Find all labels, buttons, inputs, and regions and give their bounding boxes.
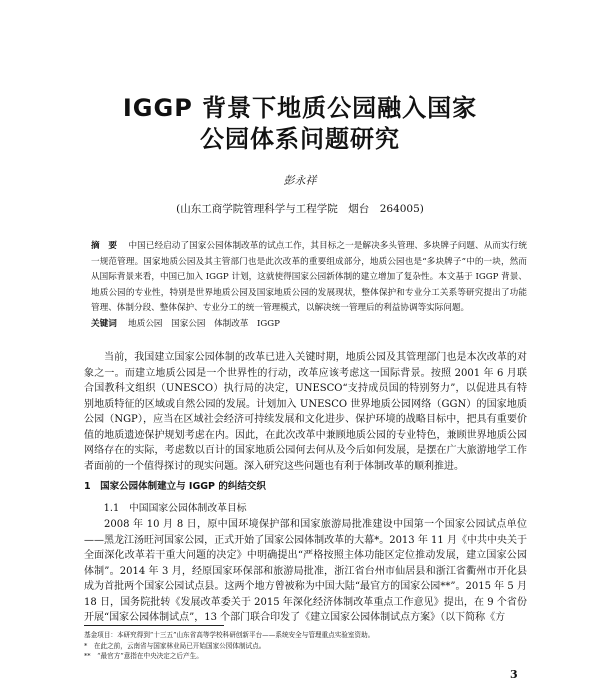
section-1-1-paragraph: 2008 年 10 月 8 日，原中国环境保护部和国家旅游局批准建设中国第一个国家公园试点单位——黑龙江汤旺河国家公园，正式开始了国家公园体制改革的大幕*。2013 年 11 月《中共中央关于全面深化改革若干重大问题的决定》中明确提出“严格按照主体功能区定位推动发展，建立国家公园体制”。2014 年 3 月，经原国家环保部和旅游局批准，浙江省台州市仙居县和浙江省衢州市开化县成为首批两个国家公园试点县。这两个地方曾被称为中国大陆“最官方的国家公园**”。2015 年 5 月 18 日，国务院批转《发展改革委关于 2015 年深化经济体制改革重点工作意见》提出，在 9 个省份开展“国家公园体制试点”，13 个部门联合印发了《建立国家公园体制试点方案》（以下简称《方 [84, 519, 527, 623]
footnote-divider [84, 625, 224, 626]
abstract-paragraph [91, 239, 527, 317]
footnotes-block [84, 630, 527, 662]
abstract-label: 摘 要 [91, 241, 117, 251]
article-title-line-2: 公园体系问题研究 [200, 125, 400, 153]
section-1-heading: 1 国家公园体制建立与 IGGP 的纠结交织 [84, 481, 266, 492]
footnote-1: * 在此之前，云南省与国家林业局已开始国家公园体制试点。 [84, 641, 266, 650]
abstract-text: 中国已经启动了国家公园体制改革的试点工作，其目标之一是解决多头管理、多块牌子问题、从而实行统一规范管理。国家地质公园及其主管部门也是此次改革的重要组成部分，地质公园也是“多块牌子”中的一块，然而从国际背景来看，中国已加入 IGGP 计划，这就使得国家公园新体制的建立增加了复杂性。本文基于 IGGP 背景、地质公园的专业性，特别是世界地质公园及国家地质公园的发展现状，整体保护和专业分工关系等研究提出了功能管理、体制分段、整体保护、专业分工的统一管理模式，以解决统一管理后的利益协调等实际问题。 [91, 241, 527, 314]
page-number: 3 [510, 668, 518, 681]
author-name: 彭永祥 [283, 174, 317, 187]
abstract-block [91, 239, 527, 333]
author-affiliation: (山东工商学院管理科学与工程学院 烟台 264005) [176, 203, 424, 215]
section-1-1-heading: 1.1 中国国家公园体制改革目标 [103, 503, 247, 514]
keywords-label: 关键词 [91, 318, 117, 329]
keywords-text: 地质公园 国家公园 体制改革 IGGP [128, 318, 280, 329]
intro-paragraph: 当前，我国建立国家公园体制的改革已进入关键时期，地质公园及其管理部门也是本次改革的对象之一。而建立地质公园是一个世界性的行动，改革应该考虑这一国际背景。按照 2001 年 6 月联合国教科文组织（UNESCO）执行局的决定，UNESCO“支持成员国的特别努力”，以促进具有特别地质特征的区域或自然公园的发展。计划加入 UNESCO 世界地质公园网络（GGN）的国家地质公园（NGP），应当在区域社会经济可持续发展和文化进步、保护环境的战略目标中，把具有重要价值的地质遗迹保护规划考虑在内。因此，在此次改革中兼顾地质公园的专业特色，兼顾世界地质公园网络存在的实际，考虑数以百计的国家地质公园何去何从及今后如何发展，是摆在广大旅游地学工作者面前的一个值得探讨的现实问题。深入研究这些问题也有利于体制改革的顺利推进。 [84, 352, 527, 472]
keywords-line [91, 317, 527, 333]
article-title-line-1: IGGP 背景下地质公园融入国家 [122, 94, 478, 122]
footnote-2: ** “最官方”意指在中央决定之后产生。 [84, 652, 203, 660]
article-body [84, 350, 527, 626]
footnote-fund: 基金项目：本研究得到“十三五”山东省高等学校科研创新平台——系统安全与管理重点实验室资助。 [84, 631, 375, 639]
